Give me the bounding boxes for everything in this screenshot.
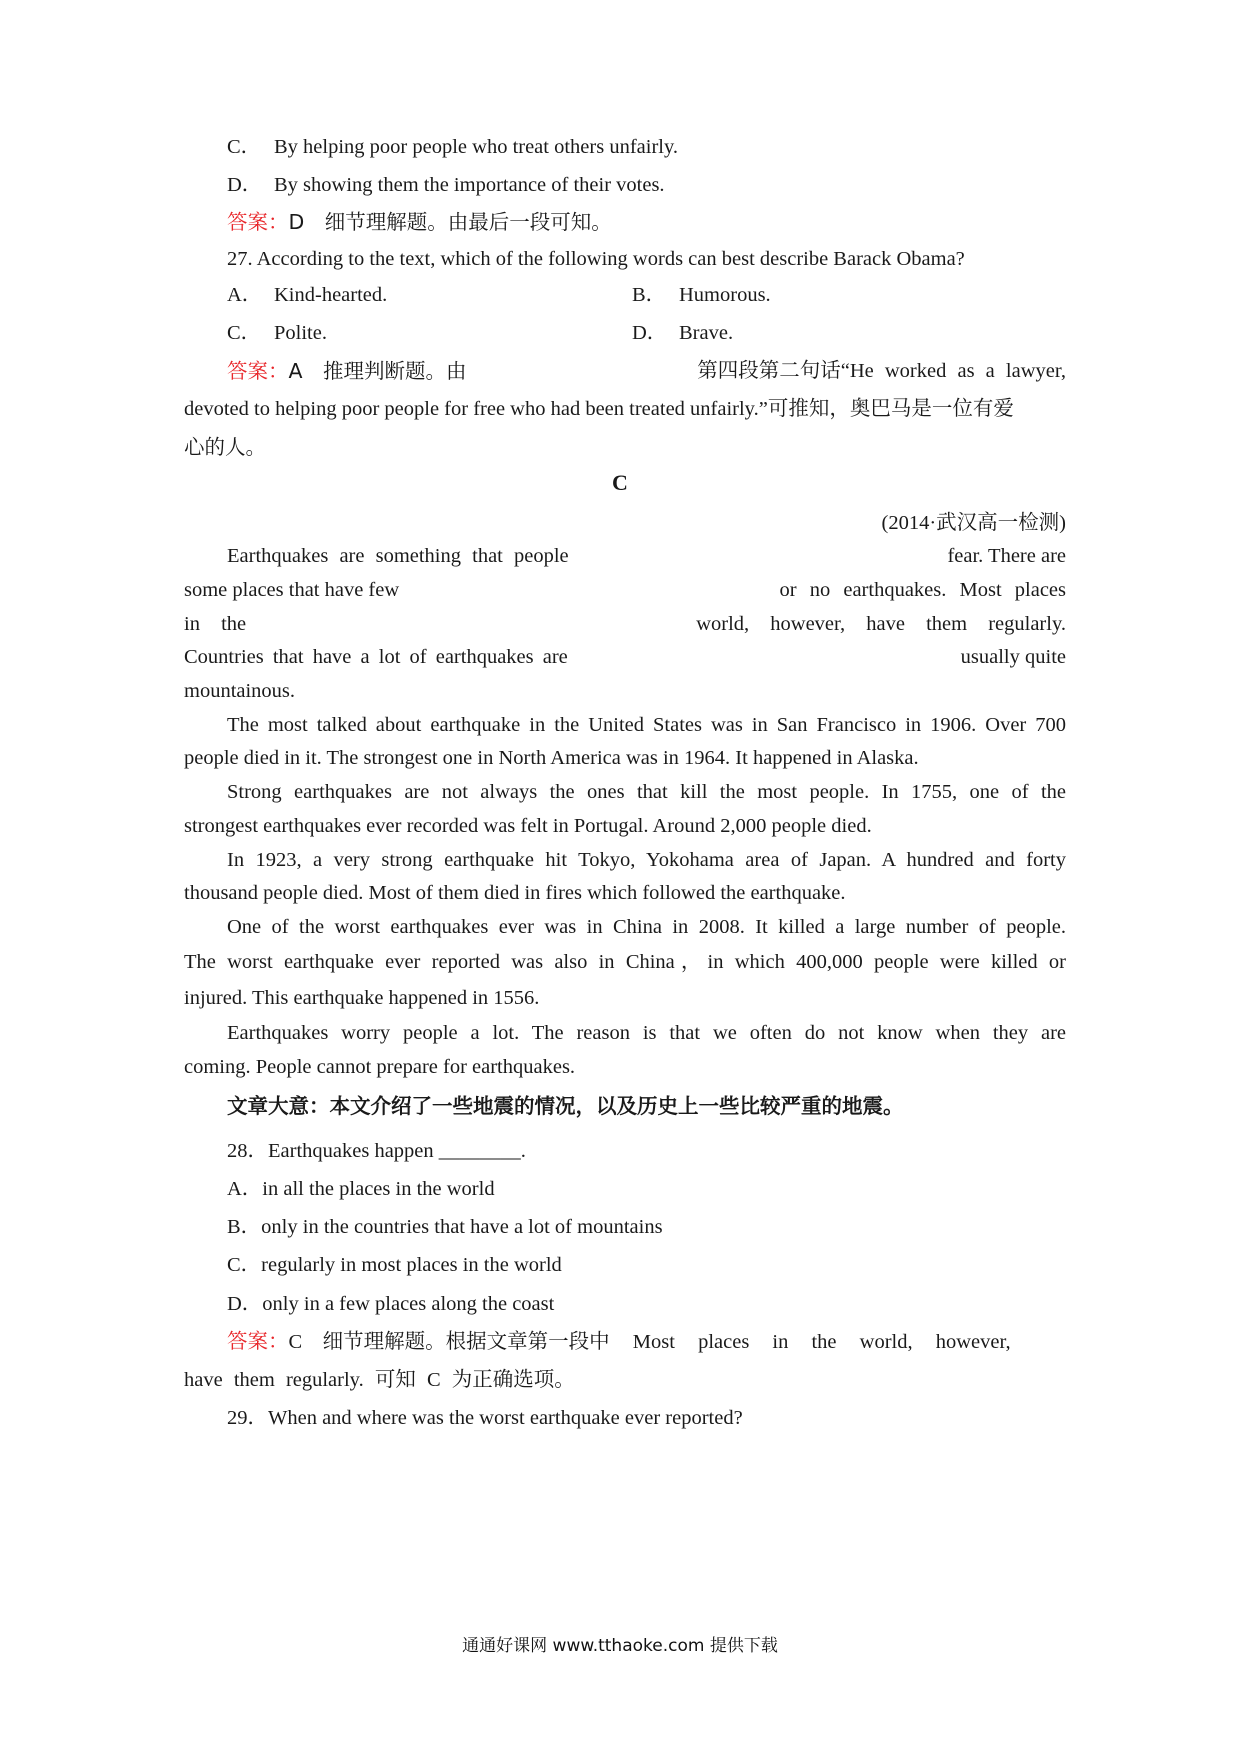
q27-options-row1 xyxy=(227,281,1066,309)
section-title: C xyxy=(612,470,628,495)
passage-p1-line1: Earthquakes are something that people fear. There are xyxy=(227,545,1066,567)
passage-p1-line4: Countries that have a lot of earthquakes are usually quite xyxy=(184,646,1066,668)
passage-p6-line2: coming. People cannot prepare for earthquakes. xyxy=(184,1056,576,1078)
q27-answer-line1: 答案：A 推理判断题。由 第四段第二句话“He worked as a lawyer, xyxy=(227,359,1066,383)
passage-p5-line2: The worst earthquake ever reported was also in China，in which 400,000 people were killed or xyxy=(184,951,1066,973)
passage-p5-line1: One of the worst earthquakes ever was in China in 2008. It killed a large number of people. xyxy=(227,916,1066,938)
passage-p4-line1: In 1923, a very strong earthquake hit Tokyo, Yokohama area of Japan. A hundred and forty xyxy=(227,849,1066,871)
q28-option-a: A．in all the places in the world xyxy=(227,1178,495,1200)
q28-stem: 28．Earthquakes happen ________. xyxy=(227,1140,526,1162)
q27-option-a: A． Kind-hearted. xyxy=(227,284,388,306)
passage-summary: 文章大意：本文介绍了一些地震的情况，以及历史上一些比较严重的地震。 xyxy=(227,1094,904,1118)
passage-p1-line3: in the world, however, have them regularly. xyxy=(184,613,1066,635)
q26-option-c: C． By helping poor people who treat others unfairly. xyxy=(227,136,679,158)
passage-p3-line2: strongest earthquakes ever recorded was felt in Portugal. Around 2,000 people died. xyxy=(184,815,872,837)
q27-option-d: D． Brave. xyxy=(632,322,734,344)
passage-p1-line2: some places that have few or no earthquakes. Most places xyxy=(184,579,1066,601)
section-source: (2014·武汉高一检测) xyxy=(881,512,1066,534)
q27-answer-line2: devoted to helping poor people for free who had been treated unfairly.”可推知，奥巴马是一位有爱 xyxy=(184,398,1014,420)
q27-stem: 27. According to the text, which of the following words can best describe Barack Obama? xyxy=(227,248,965,270)
q27-options-row2 xyxy=(227,319,1066,347)
q28-option-b: B．only in the countries that have a lot of mountains xyxy=(227,1216,663,1238)
q26-answer: 答案：D 细节理解题。由最后一段可知。 xyxy=(227,210,612,234)
passage-p2-line1: The most talked about earthquake in the United States was in San Francisco in 1906. Over 700 xyxy=(227,714,1066,736)
passage-p3-line1: Strong earthquakes are not always the ones that kill the most people. In 1755, one of the xyxy=(227,781,1066,803)
page-footer: 通通好课网 www.tthaoke.com 提供下载 xyxy=(462,1636,778,1656)
q28-option-d: D．only in a few places along the coast xyxy=(227,1293,555,1315)
passage-p6-line1: Earthquakes worry people a lot. The reason is that we often do not know when they are xyxy=(227,1022,1066,1044)
q28-answer-line2: have them regularly. 可知 C 为正确选项。 xyxy=(184,1369,575,1391)
q28-option-c: C．regularly in most places in the world xyxy=(227,1254,562,1276)
passage-p5-line3: injured. This earthquake happened in 1556. xyxy=(184,987,540,1009)
q27-answer-line3: 心的人。 xyxy=(184,435,266,459)
q26-option-d: D． By showing them the importance of their votes. xyxy=(227,174,665,196)
q27-option-b: B． Humorous. xyxy=(632,284,771,306)
passage-p2-line2: people died in it. The strongest one in North America was in 1964. It happened in Alaska. xyxy=(184,747,919,769)
q29-stem: 29．When and where was the worst earthquake ever reported? xyxy=(227,1407,743,1429)
q28-answer-line1: 答案：C 细节理解题。根据文章第一段中 Most places in the world, however, xyxy=(227,1329,1011,1353)
q27-option-c: C． Polite. xyxy=(227,322,327,344)
passage-p4-line2: thousand people died. Most of them died in fires which followed the earthquake. xyxy=(184,882,846,904)
passage-p1-line5: mountainous. xyxy=(184,680,296,702)
